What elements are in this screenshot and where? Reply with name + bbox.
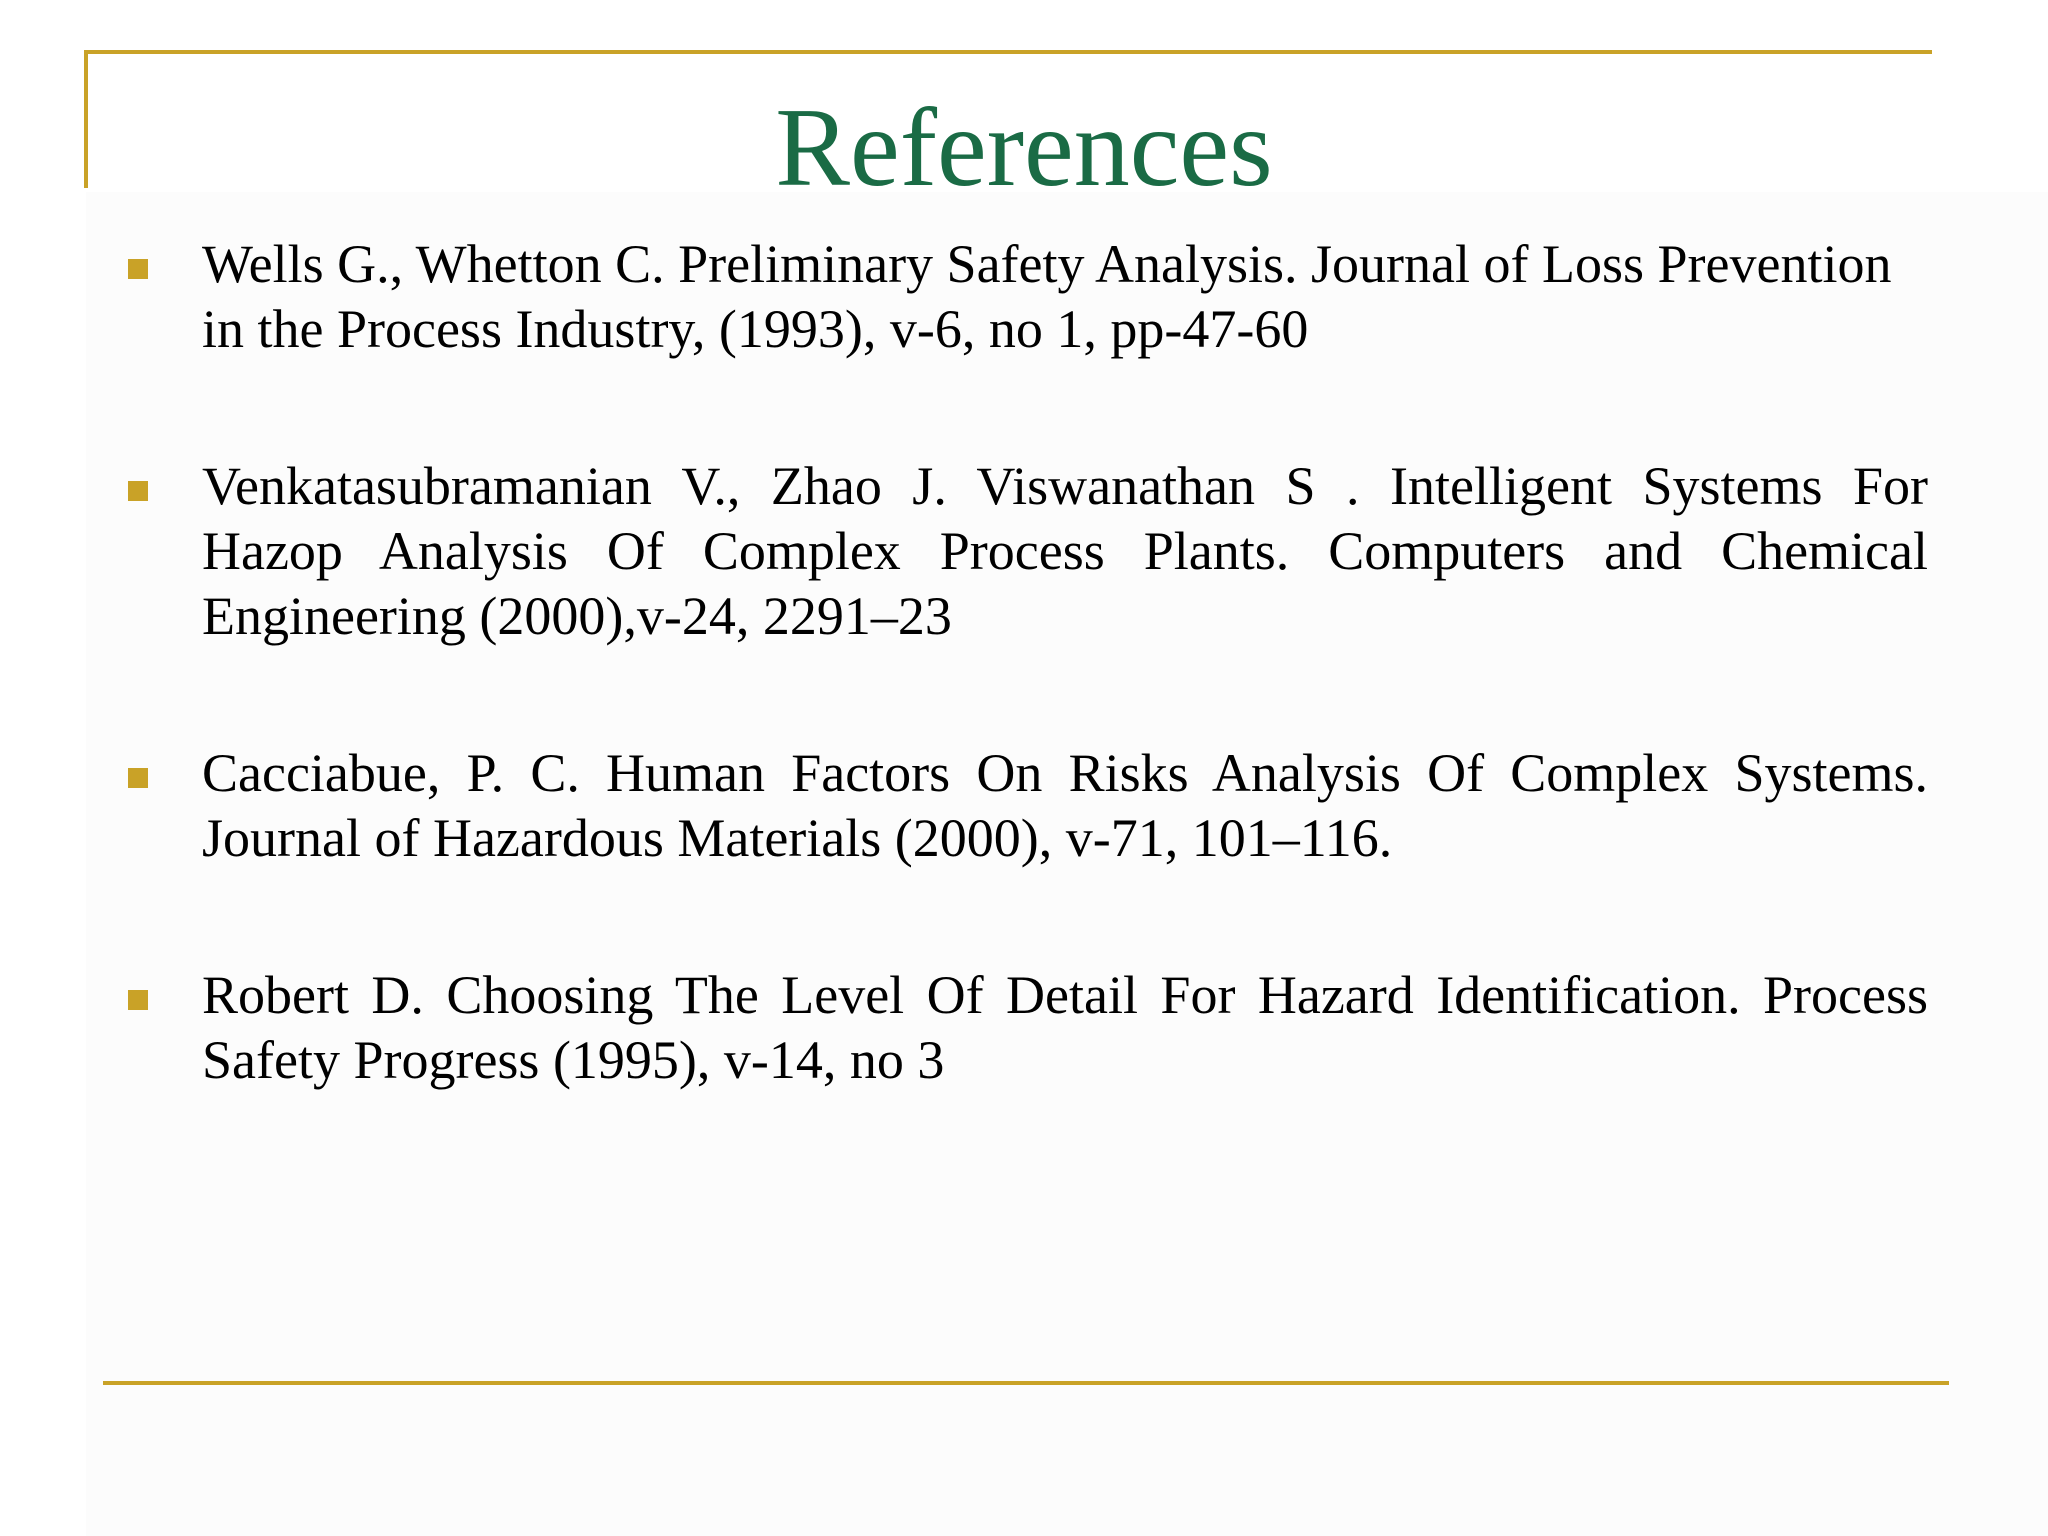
square-bullet-icon xyxy=(128,990,148,1010)
square-bullet-icon xyxy=(128,259,148,279)
slide-title: References xyxy=(775,86,1273,210)
reference-item xyxy=(120,741,1928,871)
reference-text: Robert D. Choosing The Level Of Detail For Hazard Identification. Process Safety Progress (1995), v-14, no 3 xyxy=(202,965,1928,1090)
bottom-rule xyxy=(103,1381,1949,1385)
reference-list xyxy=(120,232,1928,1185)
reference-text: Wells G., Whetton C. Preliminary Safety Analysis. Journal of Loss Prevention in the Process Industry, (1993), v-6, no 1, pp-47-60 xyxy=(202,234,1892,359)
square-bullet-icon xyxy=(128,481,148,501)
reference-item xyxy=(120,963,1928,1093)
reference-item xyxy=(120,454,1928,649)
reference-item xyxy=(120,232,1928,362)
reference-text: Cacciabue, P. C. Human Factors On Risks Analysis Of Complex Systems. Journal of Hazardous Materials (2000), v-71, 101–116. xyxy=(202,743,1928,868)
top-rule xyxy=(84,50,1932,54)
square-bullet-icon xyxy=(128,768,148,788)
reference-text: Venkatasubramanian V., Zhao J. Viswanathan S . Intelligent Systems For Hazop Analysis Of Complex Process Plants. Computers and Chemical Engineering (2000),v-24, 2291–23 xyxy=(202,456,1928,646)
